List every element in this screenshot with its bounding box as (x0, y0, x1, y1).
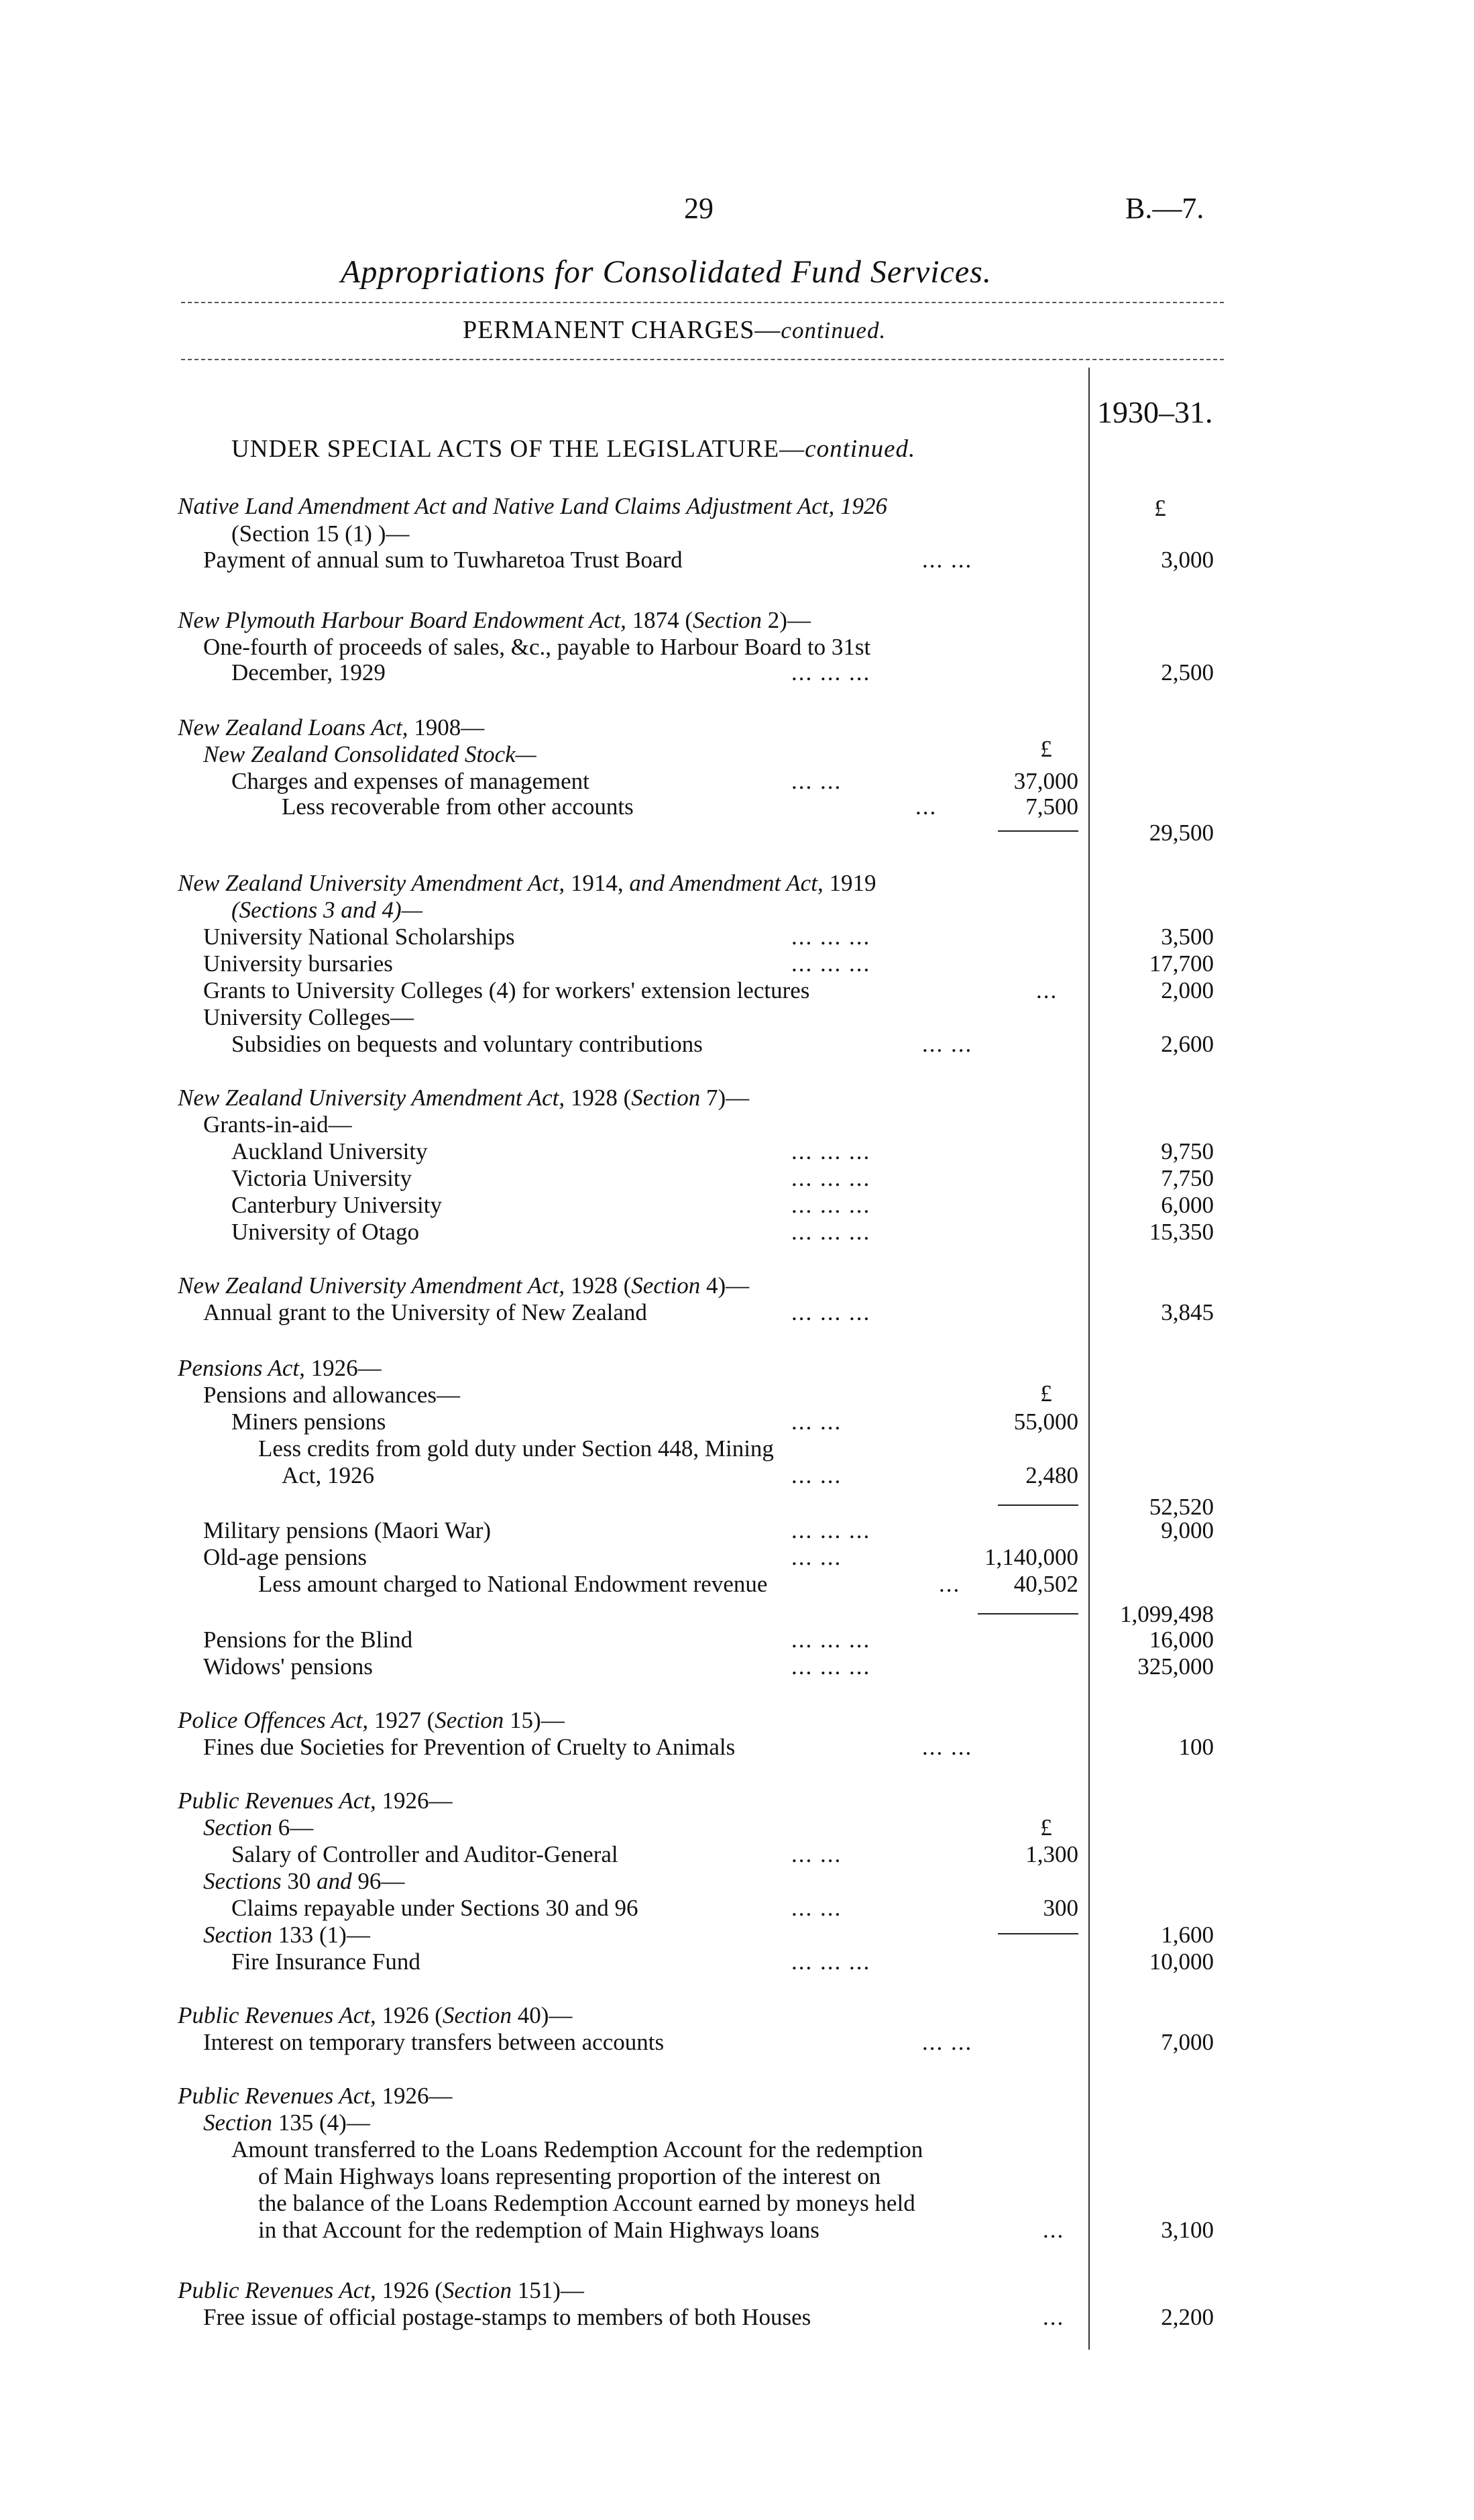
item-gold-duty-credits: Less credits from gold duty under Section 448, Mining (258, 1435, 774, 1462)
dot-leader: ... ... (791, 1841, 842, 1867)
dot-leader: ... ... ... (791, 1653, 871, 1680)
item-loans-redemption-line1: Amount transferred to the Loans Redemption Account for the redemption (231, 2136, 923, 2162)
item-temporary-transfers: Interest on temporary transfers between accounts (203, 2029, 665, 2055)
act-year: 1926— (382, 1788, 453, 1814)
subvalue-old-age-pensions: 1,140,000 (984, 1544, 1078, 1570)
act-heading-loans (178, 714, 484, 741)
section-word: Section (631, 1085, 701, 1111)
subvalue-auditor-general: 1,300 (1025, 1841, 1078, 1867)
subtotal-rule (978, 1613, 1078, 1614)
subvalue-national-endowment: 40,502 (1013, 1571, 1078, 1597)
act-heading-public-revenues (178, 1788, 453, 1814)
item-national-scholarships: University National Scholarships (203, 924, 515, 950)
dot-leader: ... ... (791, 1544, 842, 1570)
item-less-recoverable: Less recoverable from other accounts (282, 793, 634, 820)
subvalue-miners-pensions: 55,000 (1013, 1409, 1078, 1435)
dot-leader: ... ... (791, 768, 842, 794)
subheading-grants-in-aid: Grants-in-aid— (203, 1111, 352, 1138)
item-university-nz-grant: Annual grant to the University of New Zealand (203, 1299, 647, 1325)
section-number: 151)— (517, 2277, 584, 2303)
conjunction: and (317, 1868, 352, 1894)
subvalue-less-recoverable: 7,500 (1025, 793, 1078, 820)
act-year: 1926— (382, 2083, 453, 2109)
value-miners-net: 52,520 (1149, 1494, 1214, 1520)
subtitle-rule (181, 359, 1224, 360)
section-number: 135 (4)— (278, 2110, 370, 2136)
subtitle-main: PERMANENT CHARGES— (463, 316, 781, 344)
item-otago: University of Otago (231, 1219, 419, 1245)
dot-leader: ... ... ... (791, 1627, 871, 1653)
subcolumn-pound-sign: £ (1040, 736, 1052, 762)
act-year: 1908— (414, 714, 485, 741)
act-name: Public Revenues Act, (178, 2277, 376, 2303)
dot-leader: ... ... ... (791, 1165, 871, 1191)
value-widows-pensions: 325,000 (1137, 1653, 1214, 1680)
act-heading-native-land: Native Land Amendment Act and Native Land Claims Adjustment Act, 1926 (178, 493, 888, 519)
act-year: 1926 ( (382, 2277, 443, 2303)
act-year: 1874 ( (632, 607, 693, 633)
dot-leader: ... ... ... (791, 950, 871, 977)
subheading-pensions-allowances: Pensions and allowances— (203, 1382, 460, 1408)
dot-leader: ... ... ... (791, 1949, 871, 1975)
document-reference: B.—7. (1125, 192, 1204, 225)
item-miners-pensions: Miners pensions (231, 1409, 386, 1435)
value-pensions-blind: 16,000 (1149, 1627, 1214, 1653)
subvalue-gold-duty: 2,480 (1025, 1462, 1078, 1488)
act-heading-public-revenues-s135 (178, 2083, 453, 2110)
dot-leader: ... ... (922, 1734, 973, 1760)
value-temporary-transfers: 7,000 (1161, 2029, 1214, 2055)
dot-leader: ... ... ... (791, 1219, 871, 1245)
value-university-bursaries: 17,700 (1149, 950, 1214, 977)
act-year: 1927 ( (374, 1707, 435, 1733)
act-heading-university-1928-s4 (178, 1272, 749, 1299)
item-loans-redemption-line4: in that Account for the redemption of Main Highways loans (258, 2217, 819, 2243)
act-heading-university-1928-s7 (178, 1085, 749, 1111)
section-number: 2)— (767, 607, 811, 633)
value-victoria: 7,750 (1161, 1165, 1214, 1191)
section-word: Section (203, 1922, 273, 1948)
value-military-pensions: 9,000 (1161, 1517, 1214, 1543)
section-number: 96— (357, 1868, 405, 1894)
item-old-age-pensions: Old-age pensions (203, 1544, 367, 1570)
act-name: New Zealand Loans Act, (178, 714, 408, 741)
act-name: Public Revenues Act, (178, 1788, 376, 1814)
value-canterbury: 6,000 (1161, 1192, 1214, 1218)
item-harbour-board-line2: December, 1929 (231, 659, 386, 686)
item-national-endowment: Less amount charged to National Endowment revenue (258, 1571, 768, 1597)
value-loans-net: 29,500 (1149, 820, 1214, 846)
item-university-bursaries: University bursaries (203, 950, 393, 977)
value-postage-stamps: 2,200 (1161, 2304, 1214, 2330)
value-loans-redemption: 3,100 (1161, 2217, 1214, 2243)
dot-leader: ... (1036, 977, 1058, 1003)
dot-leader: ... ... ... (791, 1138, 871, 1164)
year-column-header: 1930–31. (1097, 395, 1213, 429)
act-name: and Amendment Act, (629, 870, 824, 896)
subheading-section-133 (203, 1922, 370, 1949)
section-word: Section (693, 607, 762, 633)
dot-leader: ... (939, 1571, 961, 1597)
subheading-sections-30-96 (203, 1868, 404, 1895)
act-year: 1928 ( (570, 1085, 632, 1111)
dot-leader: ... (1043, 2217, 1065, 2243)
subtotal-rule (998, 1504, 1078, 1506)
value-auckland: 9,750 (1161, 1138, 1214, 1164)
act-name: New Zealand University Amendment Act, (178, 1272, 565, 1299)
item-tuwharetoa: Payment of annual sum to Tuwharetoa Trust Board (203, 547, 683, 573)
value-old-age-net: 1,099,498 (1120, 1601, 1214, 1627)
item-cruelty-fines: Fines due Societies for Prevention of Cruelty to Animals (203, 1734, 736, 1760)
value-extension-lectures: 2,000 (1161, 977, 1214, 1003)
subvalue-claims-repayable: 300 (1043, 1895, 1078, 1921)
page-title: Appropriations for Consolidated Fund Services. (341, 254, 992, 290)
section-word: Section (442, 2277, 512, 2303)
subtotal-rule (998, 1933, 1078, 1934)
act-name: Public Revenues Act, (178, 2002, 376, 2028)
item-charges-management: Charges and expenses of management (231, 768, 589, 794)
title-rule (181, 302, 1224, 303)
dot-leader: ... ... (922, 2029, 973, 2055)
act-name: New Zealand University Amendment Act, (178, 1085, 565, 1111)
value-otago: 15,350 (1149, 1219, 1214, 1245)
item-auditor-general: Salary of Controller and Auditor-General (231, 1841, 618, 1867)
section-word: Sections (203, 1868, 282, 1894)
act-year: 1926— (310, 1355, 382, 1381)
section-word: Section (203, 1814, 273, 1841)
act-heading-new-plymouth (178, 607, 811, 634)
value-national-scholarships: 3,500 (1161, 924, 1214, 950)
subtotal-rule (998, 830, 1078, 832)
dot-leader: ... ... ... (791, 659, 871, 686)
section-word: Section (203, 2110, 273, 2136)
section-heading-continued: continued. (805, 435, 916, 463)
subheading-section-6 (203, 1814, 313, 1841)
item-loans-redemption-line2: of Main Highways loans representing proportion of the interest on (258, 2163, 881, 2189)
act-name: New Plymouth Harbour Board Endowment Act, (178, 607, 626, 633)
act-heading-pensions (178, 1355, 382, 1382)
item-harbour-board-line1: One-fourth of proceeds of sales, &c., payable to Harbour Board to 31st (203, 634, 871, 660)
column-separator (1088, 368, 1090, 2350)
act-subheading-native-land: (Section 15 (1) )— (231, 521, 410, 547)
subtitle-continued: continued. (781, 317, 887, 343)
section-word: Section (631, 1272, 701, 1299)
section-heading (231, 435, 915, 463)
act-heading-public-revenues-s40 (178, 2002, 572, 2029)
dot-leader: ... (1043, 2304, 1065, 2330)
value-section-6-and-30: 1,600 (1161, 1922, 1214, 1948)
act-name: Public Revenues Act, (178, 2083, 376, 2109)
section-number: 40)— (517, 2002, 573, 2028)
section-number: 4)— (706, 1272, 750, 1299)
subcolumn-pound-sign: £ (1040, 1380, 1052, 1407)
dot-leader: ... ... ... (791, 1192, 871, 1218)
dot-leader: ... ... (791, 1462, 842, 1488)
item-claims-repayable: Claims repayable under Sections 30 and 96 (231, 1895, 638, 1921)
act-year: 1926 ( (382, 2002, 443, 2028)
item-loans-redemption-line3: the balance of the Loans Redemption Account earned by moneys held (258, 2190, 915, 2216)
act-year: 1919 (829, 870, 876, 896)
act-heading-police-offences (178, 1707, 565, 1734)
dot-leader: ... ... (791, 1409, 842, 1435)
subheading-university-colleges: University Colleges— (203, 1004, 414, 1030)
item-gold-duty-act: Act, 1926 (282, 1462, 375, 1488)
subheading-section-135 (203, 2110, 370, 2136)
act-subheading-university-1914: (Sections 3 and 4)— (231, 897, 422, 923)
section-number: 30 (287, 1868, 311, 1894)
item-canterbury: Canterbury University (231, 1192, 442, 1218)
subvalue-charges-management: 37,000 (1013, 768, 1078, 794)
item-military-pensions: Military pensions (Maori War) (203, 1517, 492, 1543)
section-number: 15)— (510, 1707, 565, 1733)
item-postage-stamps: Free issue of official postage-stamps to members of both Houses (203, 2304, 811, 2330)
act-year: 1914, (570, 870, 624, 896)
item-auckland: Auckland University (231, 1138, 428, 1164)
value-fire-insurance: 10,000 (1149, 1949, 1214, 1975)
item-fire-insurance: Fire Insurance Fund (231, 1949, 420, 1975)
page-number: 29 (684, 192, 714, 225)
page-subtitle (463, 315, 886, 345)
value-university-nz-grant: 3,845 (1161, 1299, 1214, 1325)
act-heading-public-revenues-s151 (178, 2277, 584, 2304)
value-tuwharetoa: 3,000 (1161, 547, 1214, 573)
dot-leader: ... ... (791, 1895, 842, 1921)
section-heading-main: UNDER SPECIAL ACTS OF THE LEGISLATURE— (231, 435, 805, 463)
act-heading-university-1914 (178, 870, 876, 897)
act-year: 1928 ( (570, 1272, 632, 1299)
item-victoria: Victoria University (231, 1165, 412, 1191)
dot-leader: ... (915, 793, 938, 820)
dot-leader: ... ... ... (791, 1299, 871, 1325)
dot-leader: ... ... (922, 547, 973, 573)
act-name: Police Offences Act, (178, 1707, 369, 1733)
section-number: 7)— (706, 1085, 750, 1111)
item-pensions-blind: Pensions for the Blind (203, 1627, 413, 1653)
section-word: Section (435, 1707, 504, 1733)
item-extension-lectures: Grants to University Colleges (4) for workers' extension lectures (203, 977, 810, 1003)
section-number: 133 (1)— (278, 1922, 370, 1948)
act-name: Pensions Act, (178, 1355, 305, 1381)
subheading-consolidated-stock: New Zealand Consolidated Stock— (203, 741, 536, 767)
section-word: Section (442, 2002, 512, 2028)
dot-leader: ... ... ... (791, 1517, 871, 1543)
act-name: New Zealand University Amendment Act, (178, 870, 565, 896)
value-harbour-board: 2,500 (1161, 659, 1214, 686)
value-cruelty-fines: 100 (1178, 1734, 1214, 1760)
dot-leader: ... ... (922, 1031, 973, 1057)
item-subsidies-bequests: Subsidies on bequests and voluntary contributions (231, 1031, 703, 1057)
value-subsidies-bequests: 2,600 (1161, 1031, 1214, 1057)
dot-leader: ... ... ... (791, 924, 871, 950)
item-widows-pensions: Widows' pensions (203, 1653, 373, 1680)
section-number: 6— (278, 1814, 314, 1841)
column-pound-sign: £ (1154, 495, 1166, 521)
subcolumn-pound-sign: £ (1040, 1814, 1052, 1841)
